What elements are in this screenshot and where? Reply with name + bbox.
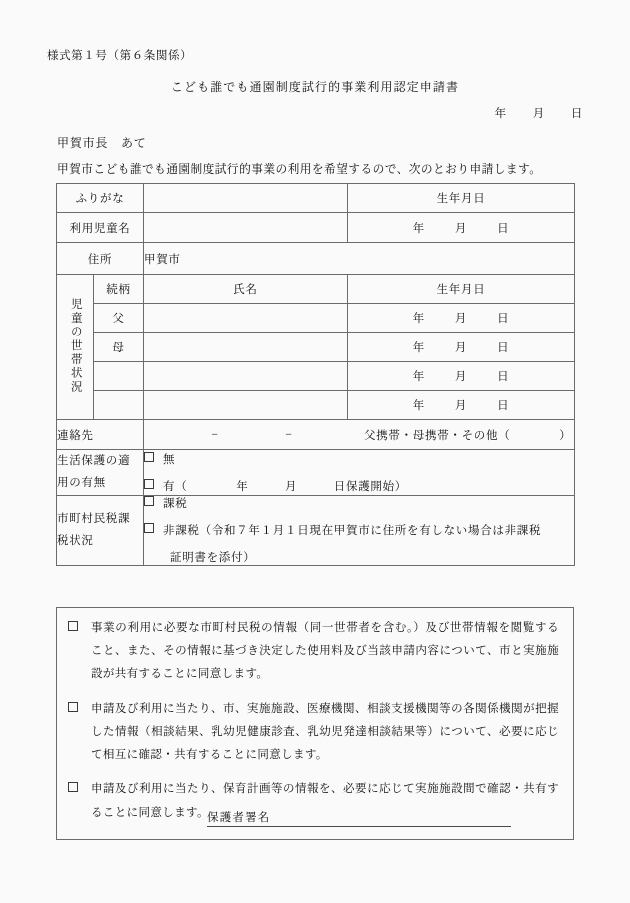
relation-input[interactable] bbox=[94, 362, 144, 391]
tax-option-taxed-label: 課税 bbox=[163, 497, 188, 510]
tax-option-taxed[interactable] bbox=[144, 496, 574, 510]
checkbox-icon[interactable] bbox=[144, 452, 154, 462]
child-name-label: 利用児童名 bbox=[57, 213, 144, 243]
child-name-input[interactable] bbox=[144, 213, 348, 243]
table-row bbox=[57, 495, 575, 565]
tax-options bbox=[144, 495, 575, 565]
addressee: 甲賀市長 あて bbox=[57, 136, 147, 150]
submission-date-line bbox=[495, 105, 583, 121]
household-section-label: 児童の世帯状況 bbox=[57, 275, 94, 420]
checkbox-icon[interactable] bbox=[144, 479, 154, 489]
table-row bbox=[57, 184, 575, 213]
member-birthdate-input[interactable] bbox=[348, 391, 575, 420]
consent-text: 申請及び利用に当たり、市、実施施設、医療機関、相談支援機関等の各関係機関が把握した情報（相談結果、乳幼児健康診査、乳幼児発達相談結果等）について、必要に応じて相互に確認・共有することに同意します。 bbox=[91, 702, 559, 762]
address-input[interactable]: 甲賀市 bbox=[144, 243, 575, 275]
signature-input-line[interactable] bbox=[271, 813, 511, 827]
year-label: 年 bbox=[412, 222, 425, 235]
furigana-label: ふりがな bbox=[57, 184, 144, 213]
checkbox-icon[interactable] bbox=[144, 496, 154, 506]
checkbox-icon[interactable] bbox=[144, 523, 154, 533]
furigana-input[interactable] bbox=[144, 184, 348, 213]
table-row bbox=[57, 304, 575, 333]
tax-option-exempt-label: 非課税（令和７年１月１日現在甲賀市に住所を有しない場合は非課税 bbox=[163, 524, 542, 537]
date-year-label: 年 bbox=[494, 108, 507, 120]
table-row bbox=[57, 420, 575, 450]
day-label: 日 bbox=[497, 222, 510, 235]
welfare-label-line1: 生活保護の適 bbox=[57, 455, 131, 467]
table-row bbox=[57, 450, 575, 496]
signature-label: 保護者署名 bbox=[207, 809, 271, 827]
child-birthdate-input[interactable] bbox=[348, 213, 575, 243]
consent-item[interactable] bbox=[68, 617, 559, 687]
month-label: 月 bbox=[454, 342, 468, 354]
table-row bbox=[57, 243, 575, 275]
phone-dash: − bbox=[211, 428, 219, 441]
relation-input[interactable] bbox=[94, 391, 144, 420]
member-name-input[interactable] bbox=[144, 304, 348, 333]
household-birthdate-header: 生年月日 bbox=[348, 275, 575, 304]
date-month-label: 月 bbox=[532, 108, 545, 120]
table-row bbox=[57, 213, 575, 243]
phone-dash: − bbox=[285, 428, 293, 441]
welfare-option-none-label: 無 bbox=[163, 453, 176, 466]
year-label: 年 bbox=[412, 342, 425, 354]
applicant-table bbox=[56, 183, 575, 566]
welfare-option-none[interactable] bbox=[144, 452, 574, 466]
form-number: 様式第１号（第６条関係） bbox=[47, 50, 193, 62]
welfare-option-yes-label: 有（ 年 月 日保護開始） bbox=[163, 480, 407, 493]
contact-input[interactable] bbox=[144, 420, 575, 450]
year-label: 年 bbox=[412, 400, 425, 412]
month-label: 月 bbox=[454, 222, 468, 235]
member-name-input[interactable] bbox=[144, 391, 348, 420]
table-row bbox=[57, 275, 575, 304]
birthdate-header: 生年月日 bbox=[348, 184, 575, 213]
contact-kind-options[interactable]: 父携帯・母携帯・その他（ ） bbox=[364, 429, 572, 442]
member-birthdate-input[interactable] bbox=[348, 304, 575, 333]
date-day-label: 日 bbox=[570, 108, 583, 120]
intro-statement: 甲賀市こども誰でも通園制度試行的事業の利用を希望するので、次のとおり申請します。 bbox=[57, 163, 542, 176]
month-label: 月 bbox=[454, 400, 468, 412]
member-name-input[interactable] bbox=[144, 333, 348, 362]
day-label: 日 bbox=[497, 313, 510, 325]
relation-header: 続柄 bbox=[94, 275, 144, 304]
name-header: 氏名 bbox=[144, 275, 348, 304]
tax-option-exempt[interactable] bbox=[144, 523, 574, 537]
table-row bbox=[57, 362, 575, 391]
relation-value: 母 bbox=[94, 333, 144, 362]
document-title: こども誰でも通園制度試行的事業利用認定申請書 bbox=[170, 80, 460, 94]
member-name-input[interactable] bbox=[144, 362, 348, 391]
checkbox-icon[interactable] bbox=[68, 621, 78, 631]
welfare-label bbox=[57, 450, 144, 496]
tax-label-line1: 市町村民税課 bbox=[57, 512, 131, 525]
contact-label: 連絡先 bbox=[57, 420, 144, 450]
relation-value: 父 bbox=[94, 304, 144, 333]
day-label: 日 bbox=[497, 400, 510, 412]
year-label: 年 bbox=[412, 371, 425, 383]
year-label: 年 bbox=[412, 313, 425, 325]
welfare-options bbox=[144, 450, 575, 496]
consent-text: 申請及び利用に当たり、保育計画等の情報を、必要に応じて実施施設間で確認・共有することに同意します。 bbox=[91, 783, 559, 819]
tax-label-line2: 税状況 bbox=[57, 535, 94, 548]
month-label: 月 bbox=[454, 371, 468, 383]
consent-text: 事業の利用に必要な市町村民税の情報（同一世帯者を含む。）及び世帯情報を閲覧すること、また、その情報に基づき決定した使用料及び当該申請内容について、市と実施施設が共有することに同意します。 bbox=[91, 622, 559, 681]
welfare-label-line2: 用の有無 bbox=[57, 477, 106, 490]
welfare-option-yes[interactable] bbox=[144, 479, 574, 493]
address-label: 住所 bbox=[57, 243, 144, 275]
day-label: 日 bbox=[497, 371, 510, 383]
checkbox-icon[interactable] bbox=[68, 702, 78, 712]
month-label: 月 bbox=[454, 313, 468, 325]
member-birthdate-input[interactable] bbox=[348, 362, 575, 391]
member-birthdate-input[interactable] bbox=[348, 333, 575, 362]
signature-area bbox=[57, 809, 559, 827]
table-row bbox=[57, 391, 575, 420]
table-row bbox=[57, 333, 575, 362]
consent-item[interactable] bbox=[68, 698, 559, 768]
checkbox-icon[interactable] bbox=[68, 782, 78, 792]
consent-section bbox=[56, 607, 574, 840]
tax-label bbox=[57, 495, 144, 565]
day-label: 日 bbox=[497, 342, 510, 354]
tax-option-exempt-continued: 証明書を添付） bbox=[170, 551, 256, 564]
